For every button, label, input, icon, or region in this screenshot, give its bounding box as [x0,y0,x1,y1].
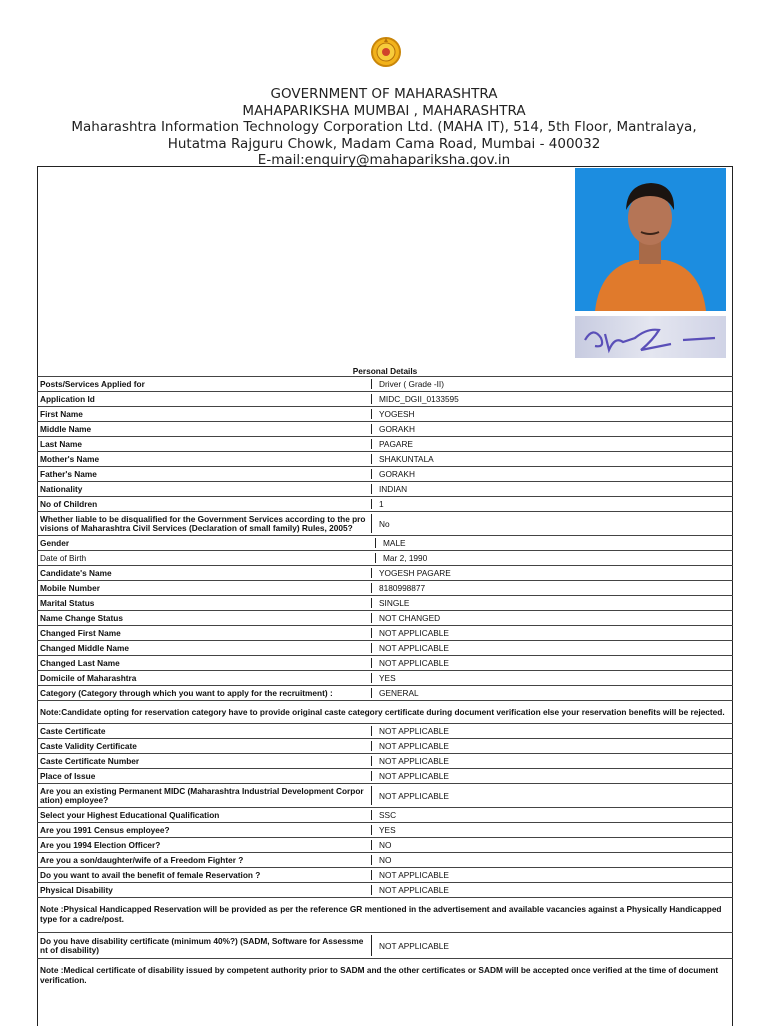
rows-group-b [37,723,733,897]
personal-details-table [37,366,733,991]
row-label: First Name [40,408,83,419]
row-label: Category (Category through which you want to apply for the recruitment) : [40,687,333,698]
row-value: Mar 2, 1990 [375,553,733,563]
row-value: NO [371,855,733,865]
row-label: Whether liable to be disqualified for the Government Services according to the pro visions of Maharashtra Civil Services (Declaration of small family) Rules, 2005? [40,513,366,533]
row-value: GENERAL [371,688,733,698]
row-value: MIDC_DGII_0133595 [371,394,733,404]
row-label: Changed First Name [40,627,121,638]
table-row [37,932,733,958]
table-row [37,783,733,807]
rows-group-a [37,376,733,700]
row-value: NOT APPLICABLE [371,741,733,751]
table-row [37,822,733,837]
row-value: NOT APPLICABLE [371,643,733,653]
table-row [37,565,733,580]
table-row [37,768,733,783]
row-label: Marital Status [40,597,95,608]
row-label: Caste Certificate Number [40,755,140,766]
table-row [37,406,733,421]
row-label: Posts/Services Applied for [40,378,145,389]
row-value: SSC [371,810,733,820]
header-line-govt: GOVERNMENT OF MAHARASHTRA [270,86,498,102]
table-row [37,882,733,897]
row-label: Gender [40,537,70,548]
table-row [37,610,733,625]
table-row [37,807,733,822]
row-value: SHAKUNTALA [371,454,733,464]
row-label: Are you a son/daughter/wife of a Freedom Fighter ? [40,854,244,865]
row-label: Select your Highest Educational Qualification [40,809,220,820]
row-value: NOT APPLICABLE [371,885,733,895]
table-row [37,580,733,595]
row-label: Mother's Name [40,453,100,464]
row-label: Changed Last Name [40,657,120,668]
row-label: Changed Middle Name [40,642,129,653]
row-label: Physical Disability [40,884,113,895]
row-value: NOT APPLICABLE [371,628,733,638]
row-value: YES [371,673,733,683]
physical-handicap-note: Note :Physical Handicapped Reservation will be provided as per the reference GR mentioned in the advertisement and available vacancies against a Physically Handicapped type for a cadre/post. [37,897,733,932]
candidate-signature [575,316,726,358]
reservation-note: Note:Candidate opting for reservation category have to provide original caste category certificate during document verification else your reservation benefits will be rejected. [37,700,733,723]
row-label: No of Children [40,498,98,509]
row-label: Are you 1991 Census employee? [40,824,170,835]
row-value: MALE [375,538,733,548]
row-value: GORAKH [371,469,733,479]
row-value: NOT APPLICABLE [371,658,733,668]
row-label: Father's Name [40,468,97,479]
row-label: Caste Certificate [40,725,106,736]
row-value: NOT APPLICABLE [371,726,733,736]
row-value: NOT APPLICABLE [371,771,733,781]
row-value: GORAKH [371,424,733,434]
table-row [37,670,733,685]
row-value: YOGESH PAGARE [371,568,733,578]
table-row [37,376,733,391]
row-label: Mobile Number [40,582,100,593]
header-line-address-1: Maharashtra Information Technology Corporation Ltd. (MAHA IT), 514, 5th Floor, Mantralaya, [71,119,697,135]
row-label: Caste Validity Certificate [40,740,137,751]
table-row [37,421,733,436]
row-value: NOT APPLICABLE [371,786,733,805]
signature-icon [575,316,726,358]
row-label: Domicile of Maharashtra [40,672,137,683]
row-label: Do you want to avail the benefit of female Reservation ? [40,869,261,880]
table-row [37,655,733,670]
row-value: 1 [371,499,733,509]
row-label: Last Name [40,438,82,449]
row-label: Are you 1994 Election Officer? [40,839,161,850]
row-value: NO [371,840,733,850]
row-value: SINGLE [371,598,733,608]
table-row [37,852,733,867]
row-label: Candidate's Name [40,567,112,578]
row-label: Date of Birth [40,552,87,563]
table-row [37,535,733,550]
table-row [37,867,733,882]
row-label: Middle Name [40,423,92,434]
person-photo-icon [575,168,726,311]
row-value: NOT APPLICABLE [371,756,733,766]
row-label: Do you have disability certificate (minimum 40%?) (SADM, Software for Assessme nt of disability) [40,935,364,955]
row-label: Application Id [40,393,95,404]
row-value: INDIAN [371,484,733,494]
header-line-email: E-mail:enquiry@mahapariksha.gov.in [257,152,511,168]
table-row [37,837,733,852]
table-row [37,436,733,451]
row-value: PAGARE [371,439,733,449]
maharashtra-emblem-icon [370,35,402,69]
row-label: Name Change Status [40,612,123,623]
row-label: Nationality [40,483,83,494]
table-row [37,391,733,406]
table-row [37,466,733,481]
row-value: YES [371,825,733,835]
row-value: NOT APPLICABLE [371,870,733,880]
table-row [37,496,733,511]
table-row [37,640,733,655]
row-value: YOGESH [371,409,733,419]
table-row [37,723,733,738]
row-value: NOT APPLICABLE [371,935,733,956]
medical-certificate-note: Note :Medical certificate of disability issued by competent authority prior to SADM and the other certificates or SADM will be accepted once verified at the time of document verification. [37,958,733,991]
table-row [37,625,733,640]
row-value: No [371,514,733,533]
table-row [37,481,733,496]
section-title-personal-details: Personal Details [352,366,418,376]
rows-group-c [37,932,733,958]
document-header [0,86,768,169]
table-row [37,753,733,768]
table-row [37,511,733,535]
row-label: Are you an existing Permanent MIDC (Maharashtra Industrial Development Corpor ation) employee? [40,785,364,805]
header-line-mahapariksha: MAHAPARIKSHA MUMBAI , MAHARASHTRA [242,102,526,119]
table-row [37,595,733,610]
candidate-photo [575,168,726,311]
table-row [37,685,733,700]
row-value: Driver ( Grade -II) [371,379,733,389]
table-row [37,550,733,565]
header-line-address-2: Hutatma Rajguru Chowk, Madam Cama Road, Mumbai - 400032 [167,135,601,152]
row-value: NOT CHANGED [371,613,733,623]
row-value: 8180998877 [371,583,733,593]
table-row [37,451,733,466]
row-label: Place of Issue [40,770,96,781]
table-row [37,738,733,753]
